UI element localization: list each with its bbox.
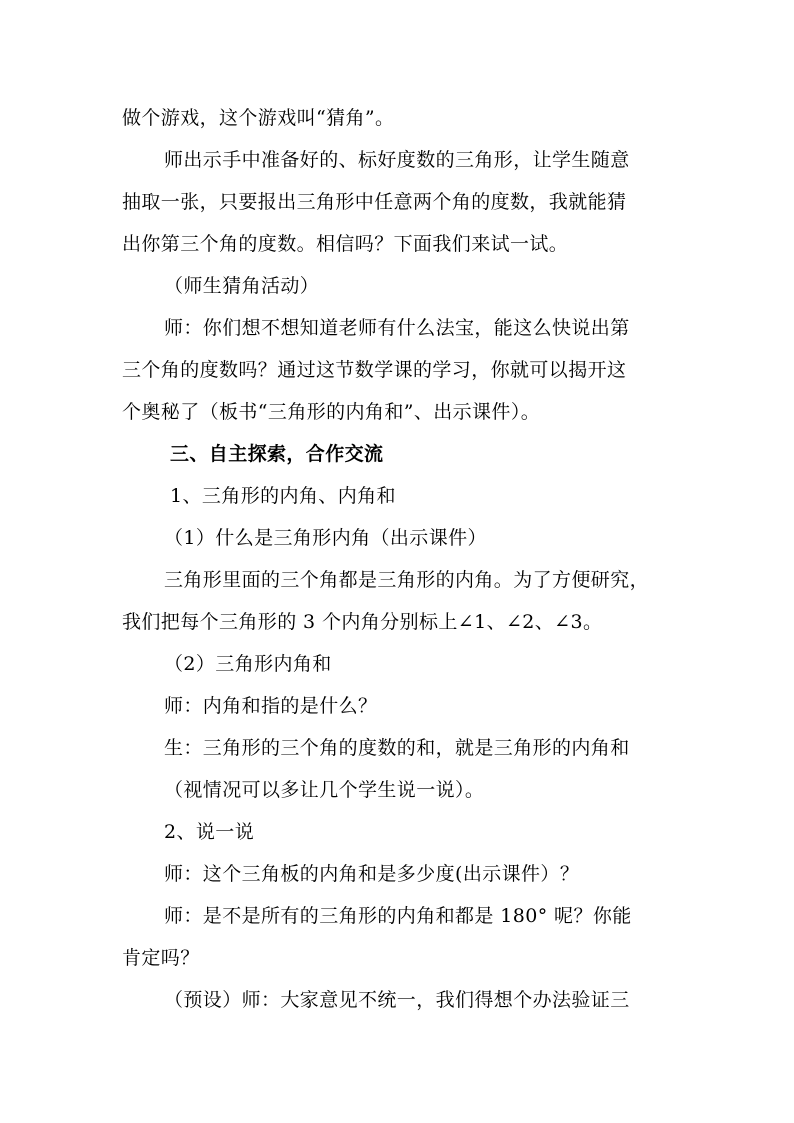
section-heading: 三、自主探索，合作交流 [170,443,384,465]
paragraph-line-9: 三角形里面的三个角都是三角形的内角。为了方便研究， [164,569,650,591]
paragraph-line-6: 师：你们想不想知道老师有什么法宝，能这么快说出第 [164,317,630,339]
paragraph-line-15: 师：是不是所有的三角形的内角和都是 180° 呢？你能 [164,905,632,927]
paragraph-line-11: 师：内角和指的是什么？ [164,695,378,717]
paragraph-line-1: 做个游戏，这个游戏叫“猜角”。 [122,107,395,129]
subsection-heading-2: 2、说一说 [164,821,255,843]
paragraph-line-13: （视情况可以多让几个学生说一说）。 [164,779,485,801]
paragraph-line-4: 出你第三个角的度数。相信吗？下面我们来试一试。 [122,233,569,255]
paragraph-line-10: 我们把每个三角形的 3 个内角分别标上∠1、∠2、∠3。 [122,611,603,633]
paragraph-line-2: 师出示手中准备好的、标好度数的三角形，让学生随意 [164,149,630,171]
paragraph-line-3: 抽取一张，只要报出三角形中任意两个角的度数，我就能猜 [122,191,627,213]
subsection-heading-1: 1、三角形的内角、内角和 [170,485,396,507]
subsection-heading-1-2: （2）三角形内角和 [164,653,332,675]
paragraph-line-7: 三个角的度数吗？通过这节数学课的学习，你就可以揭开这 [122,359,627,381]
paragraph-line-17: （预设）师：大家意见不统一，我们得想个办法验证三 [164,989,630,1011]
paragraph-line-12: 生：三角形的三个角的度数的和，就是三角形的内角和 [164,737,630,759]
paragraph-line-5: （师生猜角活动） [164,275,320,297]
subsection-heading-1-1: （1）什么是三角形内角（出示课件） [164,527,487,549]
paragraph-line-14: 师：这个三角板的内角和是多少度(出示课件）？ [164,863,580,885]
paragraph-line-8: 个奥秘了（板书“三角形的内角和”、出示课件）。 [122,401,541,423]
paragraph-line-16: 肯定吗？ [122,947,200,969]
